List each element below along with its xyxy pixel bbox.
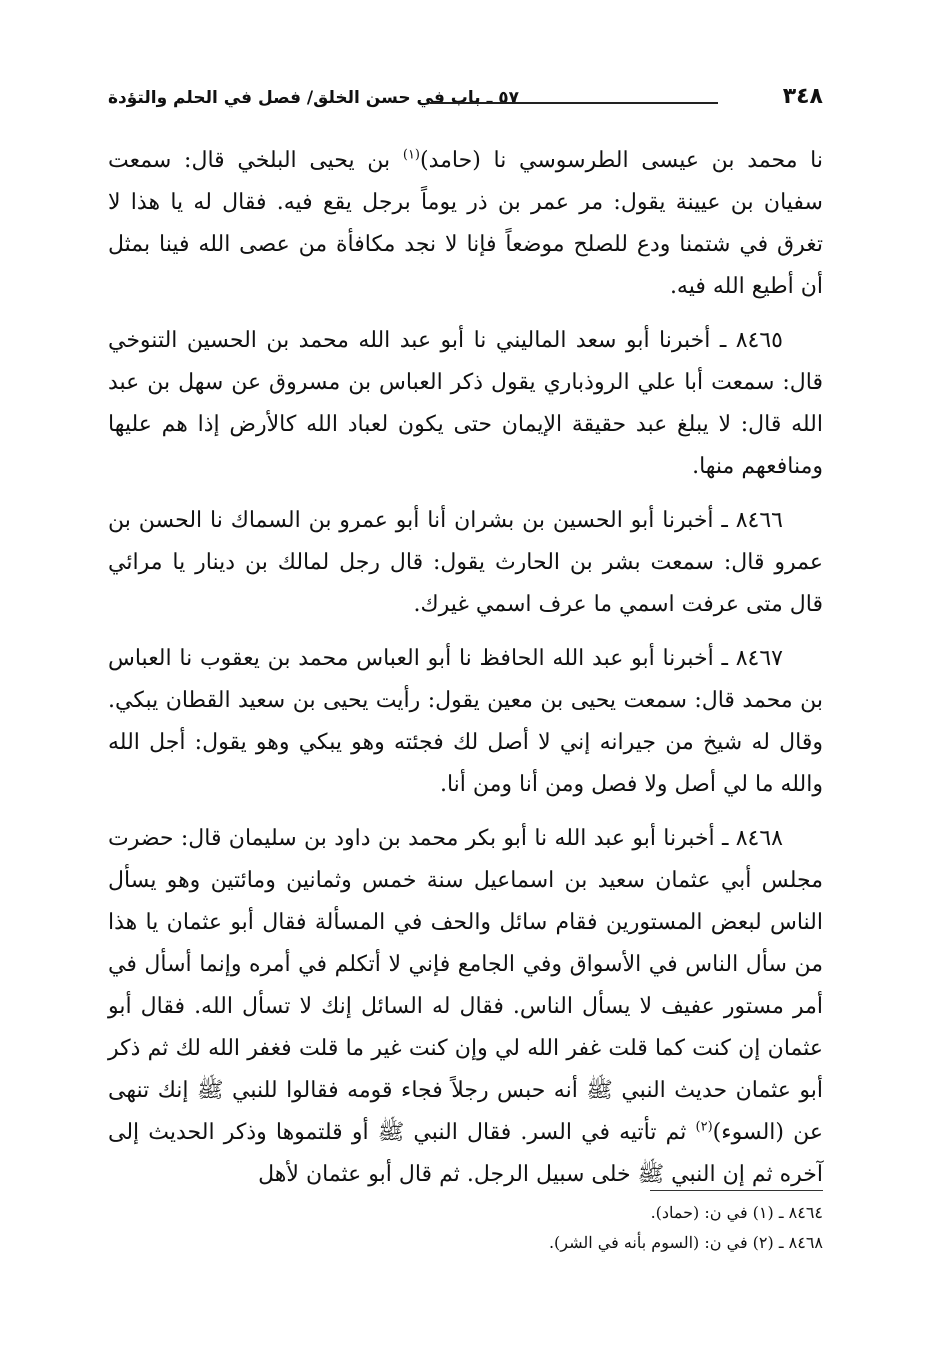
footnote-separator xyxy=(650,1190,823,1191)
page-number: ٣٤٨ xyxy=(782,84,823,109)
paragraph-text: أخبرنا أبو الحسين بن بشران أنا أبو عمرو بن السماك نا الحسن بن عمرو قال: سمعت بشر بن الحارث يقول: قال رجل لمالك بن دينار يا مرائي قال متى عرفت اسمي ما عرف اسمي غيرك. xyxy=(108,508,823,617)
paragraph-text: أخبرنا أبو عبد الله نا أبو بكر محمد بن داود بن سليمان قال: حضرت مجلس أبي عثمان سعيد بن اسماعيل سنة خمس وثمانين ومائتين وهو يسأل الناس لبعض المستورين فقام سائل والحف في المسألة فقال أبو عثمان يا هذا من سأل الناس في الأسواق وفي الجامع فإني لا أتكلم في أمره وإنما أسأل في أمر مستور عفيف لا يسأل الناس. فقال له السائل إنك لا تسأل الله. فقال أبو عثمان إن كنت كما قلت غفر الله لي وإن كنت غير ما قلت فغفر الله لك ثم ذكر أبو عثمان حديث النبي ﷺ أنه حبس رجلاً فجاء قومه فقالوا للنبي ﷺ إنك تنهى عن (السوء) xyxy=(108,826,823,1145)
paragraph-text: أخبرنا أبو عبد الله الحافظ نا أبو العباس محمد بن يعقوب نا العباس بن محمد قال: سمعت يحيى بن معين يقول: رأيت يحيى بن سعيد القطان يبكي. وقال له شيخ من جيرانه إني لا أصل لك فجئته وهو يبكي وهو يقول: أجل الله والله ما لي أصل ولا فصل ومن أنا ومن أنا. xyxy=(108,646,823,797)
main-text xyxy=(108,140,823,1208)
chapter-title: ٥٧ ـ باب في حسن الخلق/ فصل في الحلم والتؤدة xyxy=(108,88,520,108)
paragraph-text: ثم تأتيه في السر. فقال النبي ﷺ أو قلتموها وذكر الحديث إلى آخره ثم إن النبي ﷺ خلى سبيل الرجل. ثم قال أبو عثمان لأهل xyxy=(108,1120,823,1187)
footnote-marker: (٢) xyxy=(695,1119,713,1135)
paragraph-8468 xyxy=(108,818,823,1196)
hadith-number: ٨٤٦٦ ـ xyxy=(721,508,783,533)
footnote-marker: (١) xyxy=(402,147,420,163)
paragraph-8466 xyxy=(108,500,823,626)
paragraph-text: أخبرنا أبو سعد الماليني نا أبو عبد الله محمد بن الحسين التنوخي قال: سمعت أبا علي الروذباري يقول ذكر العباس بن مسروق عن سهل بن عبد الله قال: لا يبلغ عبد حقيقة الإيمان حتى يكون لعباد الله كالأرض إذا هم عليها ومنافعهم منها. xyxy=(108,328,823,479)
paragraph-text: بن يحيى البلخي قال: سمعت سفيان بن عيينة يقول: مر عمر بن ذر يوماً برجل يقع فيه. فقال له يا هذا لا تغرق في شتمنا ودع للصلح موضعاً فإنا لا نجد مكافأة من عصى الله فينا بمثل أن أطيع الله فيه. xyxy=(108,148,823,299)
header-rule xyxy=(430,102,718,104)
hadith-number: ٨٤٦٥ ـ xyxy=(719,328,783,353)
hadith-number: ٨٤٦٨ ـ xyxy=(721,826,783,851)
paragraph-text: نا محمد بن عيسى الطرسوسي نا (حامد) xyxy=(420,148,823,173)
footnotes xyxy=(108,1198,823,1258)
hadith-number: ٨٤٦٧ ـ xyxy=(721,646,783,671)
paragraph-8467 xyxy=(108,638,823,806)
paragraph-1 xyxy=(108,140,823,308)
paragraph-8465 xyxy=(108,320,823,488)
running-header xyxy=(108,84,823,124)
footnote-2: ٨٤٦٨ ـ (٢) في ن: (السوم بأنه في الشر). xyxy=(548,1233,823,1252)
footnote-1: ٨٤٦٤ ـ (١) في ن: (حماد). xyxy=(650,1203,823,1222)
